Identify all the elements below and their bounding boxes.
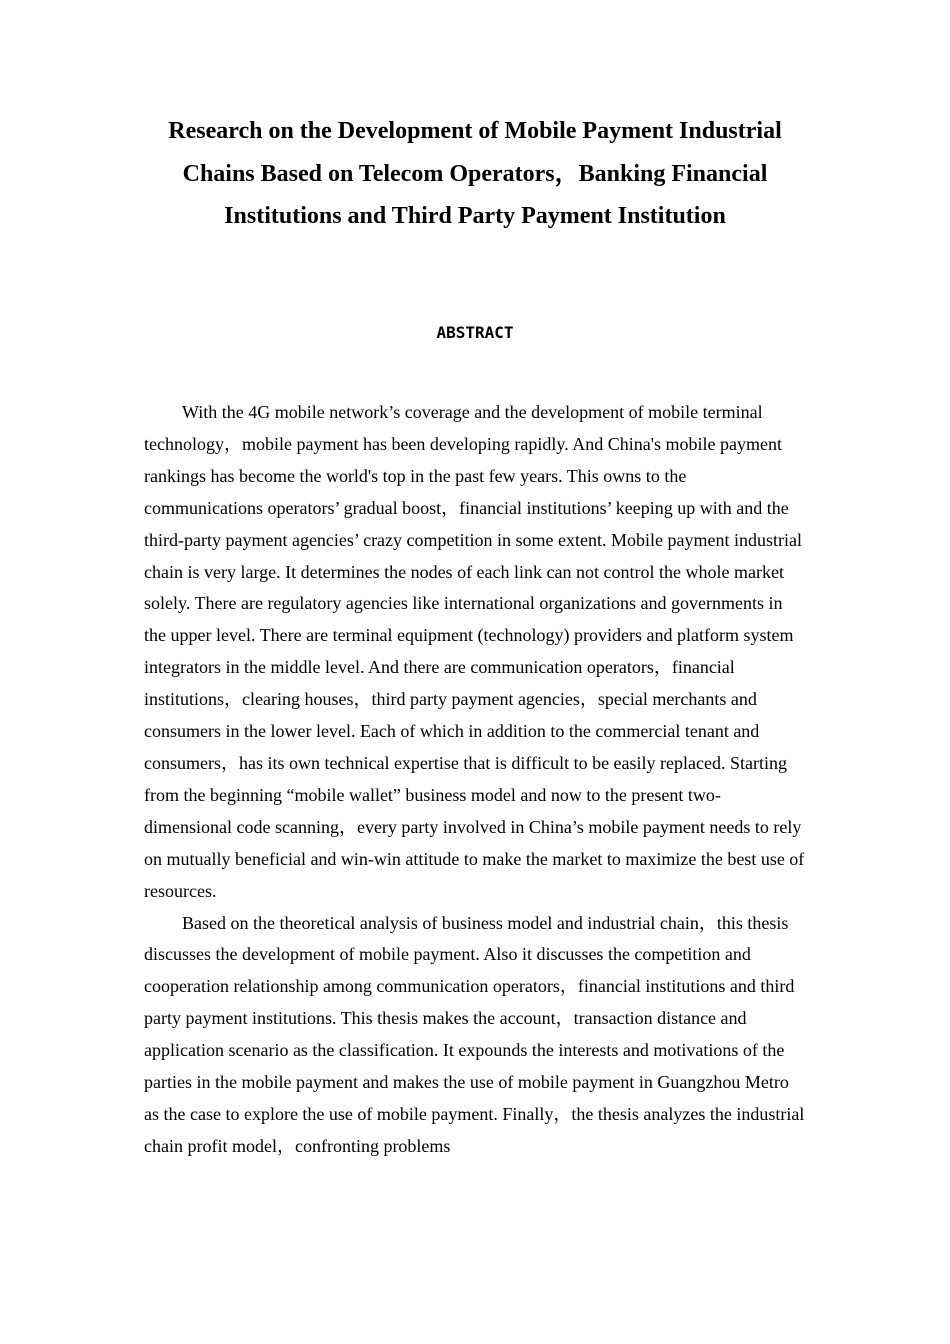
abstract-paragraph-2: Based on the theoretical analysis of business model and industrial chain，this thesis discusses the development of mobile payment. Also it discusses the competition and cooperation relationship among communication operators，financial institutions and third party payment institutions. This thesis makes the account，transaction distance and application scenario as the classification. It expounds the interests and motivations of the parties in the mobile payment and makes the use of mobile payment in Guangzhou Metro as the case to explore the use of mobile payment. Finally，the thesis analyzes the industrial chain profit model，confronting problems [144, 912, 805, 1156]
abstract-paragraph-1: With the 4G mobile network’s coverage and the development of mobile terminal technology，mobile payment has been developing rapidly. And China's mobile payment rankings has become the world's top in the past few years. This owns to the communications operators’ gradual boost，financial institutions’ keeping up with and the third-party payment agencies’ crazy competition in some extent. Mobile payment industrial chain is very large. It determines the nodes of each link can not control the whole market solely. There are regulatory agencies like international organizations and governments in the upper level. There are terminal equipment (technology) providers and platform system integrators in the middle level. And there are communication operators，financial institutions，clearing houses，third party payment agencies，special merchants and consumers in the lower level. Each of which in addition to the commercial tenant and consumers，has its own technical expertise that is difficult to be easily replaced. Starting from the beginning “mobile wallet” business model and now to the present two-dimensional code scanning，every party involved in China’s mobile payment needs to rely on mutually beneficial and win-win attitude to make the market to maximize the best use of resources. [144, 402, 805, 901]
abstract-heading: ABSTRACT [436, 323, 514, 342]
paper-title: Research on the Development of Mobile Payment Industrial Chains Based on Telecom Operators，Banking Financial Institutions and Third Party Payment Institution [168, 118, 782, 229]
abstract-body [144, 397, 808, 1163]
